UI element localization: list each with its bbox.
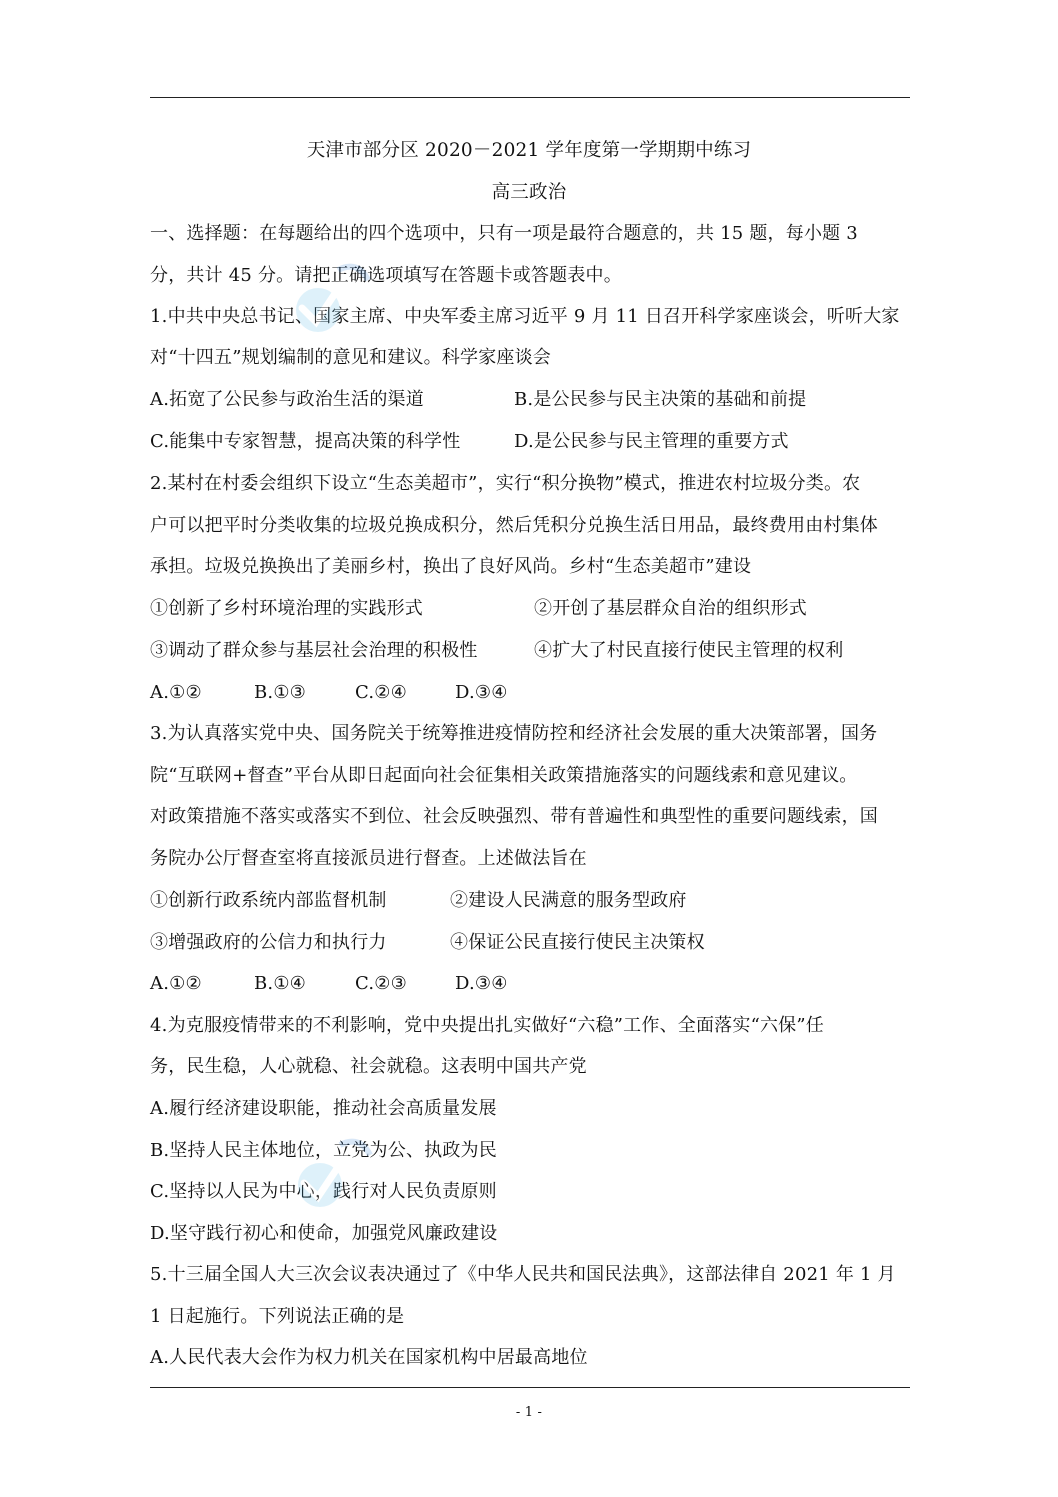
q2-stem-line-3: 承担。垃圾兑换换出了美丽乡村，换出了良好风尚。乡村“生态美超市”建设 bbox=[150, 556, 752, 577]
q4-option-c: C.坚持以人民为中心，践行对人民负责原则 bbox=[150, 1181, 497, 1202]
q2-statement-4: ④扩大了村民直接行使民主管理的权利 bbox=[534, 640, 844, 661]
q1-stem-line-1: 1.中共中央总书记、国家主席、中央军委主席习近平 9 月 11 日召开科学家座谈会，听听大家 bbox=[150, 306, 900, 327]
q1-option-c: C.能集中专家智慧，提高决策的科学性 bbox=[150, 431, 461, 452]
q2-option-c: C.②④ bbox=[355, 682, 407, 703]
page-number: - 1 - bbox=[515, 1405, 543, 1420]
q3-statement-1: ①创新行政系统内部监督机制 bbox=[150, 890, 387, 911]
q4-option-a: A.履行经济建设职能，推动社会高质量发展 bbox=[150, 1098, 497, 1119]
q3-option-b: B.①④ bbox=[254, 973, 307, 994]
page-title: 天津市部分区 2020－2021 学年度第一学期期中练习 bbox=[306, 140, 752, 161]
q1-option-d: D.是公民参与民主管理的重要方式 bbox=[514, 431, 789, 452]
q2-stem-line-1: 2.某村在村委会组织下设立“生态美超市”，实行“积分换物”模式，推进农村垃圾分类。农 bbox=[150, 473, 861, 494]
footer-rule bbox=[150, 1387, 910, 1388]
q3-statement-4: ④保证公民直接行使民主决策权 bbox=[450, 932, 705, 953]
q2-option-d: D.③④ bbox=[455, 682, 508, 703]
q3-stem-line-4: 务院办公厅督查室将直接派员进行督查。上述做法旨在 bbox=[150, 848, 587, 869]
q4-option-d: D.坚守践行初心和使命，加强党风廉政建设 bbox=[150, 1223, 498, 1244]
instructions-line-2: 分，共计 45 分。请把正确选项填写在答题卡或答题表中。 bbox=[150, 265, 622, 286]
q3-option-a: A.①② bbox=[150, 973, 202, 994]
q3-option-d: D.③④ bbox=[455, 973, 508, 994]
q2-statement-1: ①创新了乡村环境治理的实践形式 bbox=[150, 598, 423, 619]
q4-stem-line-1: 4.为克服疫情带来的不利影响，党中央提出扎实做好“六稳”工作、全面落实“六保”任 bbox=[150, 1015, 824, 1036]
q3-stem-line-1: 3.为认真落实党中央、国务院关于统筹推进疫情防控和经济社会发展的重大决策部署，国务 bbox=[150, 723, 878, 744]
q5-stem-line-2: 1 日起施行。下列说法正确的是 bbox=[150, 1306, 405, 1327]
q3-statement-3: ③增强政府的公信力和执行力 bbox=[150, 932, 387, 953]
page-subtitle: 高三政治 bbox=[491, 182, 567, 203]
q2-option-a: A.①② bbox=[150, 682, 202, 703]
q5-option-a: A.人民代表大会作为权力机关在国家机构中居最高地位 bbox=[150, 1347, 588, 1368]
instructions-line-1: 一、选择题：在每题给出的四个选项中，只有一项是最符合题意的，共 15 题，每小题 3 bbox=[150, 223, 858, 244]
q2-stem-line-2: 户可以把平时分类收集的垃圾兑换成积分，然后凭积分兑换生活日用品，最终费用由村集体 bbox=[150, 515, 878, 536]
q2-statement-3: ③调动了群众参与基层社会治理的积极性 bbox=[150, 640, 478, 661]
q1-option-b: B.是公民参与民主决策的基础和前提 bbox=[514, 389, 807, 410]
q4-option-b: B.坚持人民主体地位，立党为公、执政为民 bbox=[150, 1140, 497, 1161]
q3-stem-line-2: 院“互联网+督查”平台从即日起面向社会征集相关政策措施落实的问题线索和意见建议。 bbox=[150, 765, 858, 786]
q2-option-b: B.①③ bbox=[254, 682, 307, 703]
q3-option-c: C.②③ bbox=[355, 973, 407, 994]
q2-statement-2: ②开创了基层群众自治的组织形式 bbox=[534, 598, 807, 619]
q3-stem-line-3: 对政策措施不落实或落实不到位、社会反映强烈、带有普遍性和典型性的重要问题线索，国 bbox=[150, 806, 878, 827]
q3-statement-2: ②建设人民满意的服务型政府 bbox=[450, 890, 687, 911]
q5-stem-line-1: 5.十三届全国人大三次会议表决通过了《中华人民共和国民法典》，这部法律自 2021 年 1 月 bbox=[150, 1264, 896, 1285]
q1-stem-line-2: 对“十四五”规划编制的意见和建议。科学家座谈会 bbox=[150, 347, 552, 368]
header-rule bbox=[150, 97, 910, 98]
q1-option-a: A.拓宽了公民参与政治生活的渠道 bbox=[150, 389, 424, 410]
q4-stem-line-2: 务，民生稳，人心就稳、社会就稳。这表明中国共产党 bbox=[150, 1056, 587, 1077]
